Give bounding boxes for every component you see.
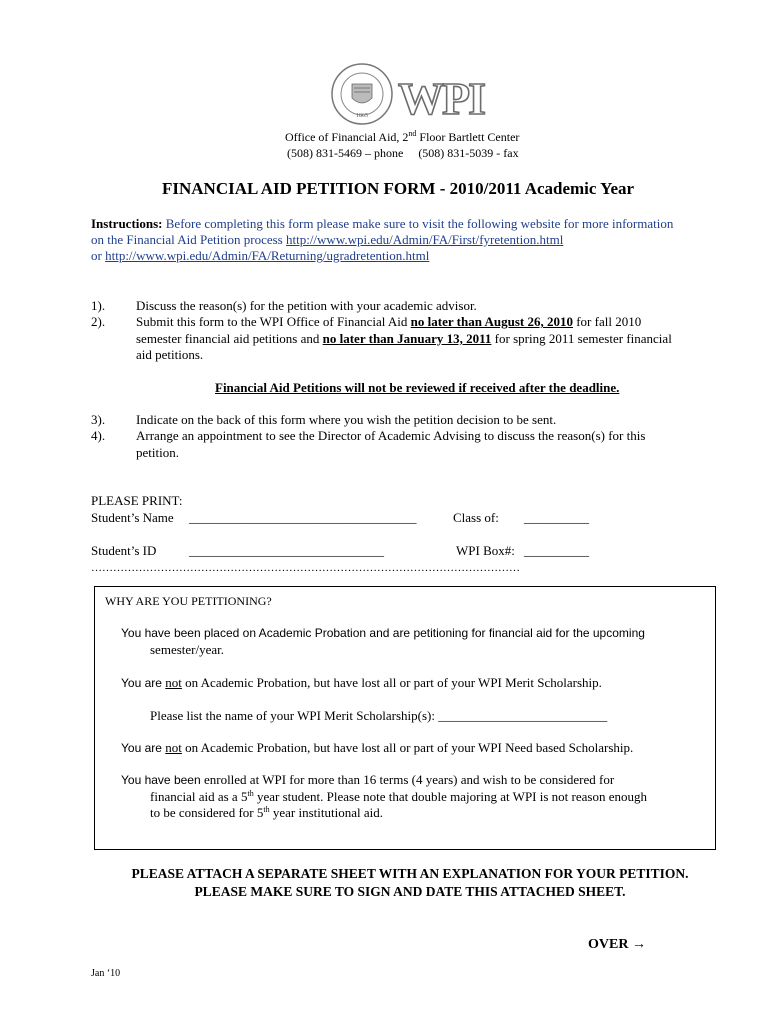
student-name-label: Student’s Name — [91, 510, 174, 525]
option-lost-merit-not: not — [165, 675, 182, 690]
step-2-line-3: aid petitions. — [136, 347, 204, 362]
option-lost-merit-a: You are — [121, 676, 166, 690]
student-id-label: Student’s ID — [91, 543, 157, 558]
fifth-year-text-c1: financial aid as a 5 — [150, 789, 248, 804]
step-2-line-2 — [136, 331, 672, 348]
deadline-warning-text: Financial Aid Petitions will not be reviewed if received after the deadline. — [215, 380, 620, 395]
phone-fax: (508) 831-5469 – phone (508) 831-5039 - fax — [287, 146, 519, 160]
first-year-retention-link[interactable]: http://www.wpi.edu/Admin/FA/First/fyretention.html — [285, 232, 564, 247]
instructions-label: Instructions: — [91, 216, 163, 231]
seal-year: 1865 — [356, 113, 368, 119]
option-lost-merit[interactable] — [121, 675, 602, 692]
deadline-warning — [215, 380, 619, 397]
instructions-line-2 — [91, 232, 563, 249]
instructions-line-3 — [91, 248, 429, 265]
step-4-line-2: petition. — [136, 445, 179, 460]
step-2-text-d: semester financial aid petitions and — [136, 331, 323, 346]
step-2-text-f: for spring 2011 semester financial — [491, 331, 672, 346]
step-3-number: 3). — [91, 412, 106, 427]
over-indicator: OVER → — [588, 937, 646, 952]
separator-dots: ……………………………………………………………………………………………………… — [91, 562, 520, 574]
option-lost-need-b: on Academic Probation, but have lost all or part of your WPI Need based Scholarship. — [181, 740, 634, 755]
option-academic-probation-line-2: semester/year. — [150, 642, 224, 657]
office-sup: nd — [408, 129, 417, 138]
option-lost-need-a: You are — [121, 741, 166, 755]
fifth-year-text-c2: year student. Please note that double majoring at WPI is not reason enough — [253, 789, 647, 804]
option-academic-probation[interactable]: You have been placed on Academic Probation and are petitioning for financial aid for the upcoming — [121, 626, 645, 640]
wpi-box-label: WPI Box#: — [456, 543, 515, 558]
option-fifth-year-a: You have been — [121, 773, 204, 787]
wpi-logo — [330, 62, 490, 126]
class-of-label: Class of: — [453, 510, 499, 525]
spring-deadline: no later than January 13, 2011 — [322, 331, 492, 346]
step-2-text-c: for fall 2010 — [572, 314, 642, 329]
fifth-year-sup-1: th — [247, 789, 254, 798]
option-fifth-year-line-2 — [150, 789, 647, 806]
fifth-year-text-d2: year institutional aid. — [269, 805, 383, 820]
student-name-field[interactable]: ___________________________________ — [189, 510, 417, 525]
wpi-seal — [332, 64, 392, 124]
step-1-number: 1). — [91, 298, 106, 313]
option-fifth-year-b: enrolled at WPI for more than 16 terms (4 years) and wish to be considered for — [203, 772, 615, 787]
petition-heading: WHY ARE YOU PETITIONING? — [105, 594, 272, 608]
fifth-year-text-d1: to be considered for 5 — [150, 805, 264, 820]
instructions-line-1 — [91, 216, 673, 233]
step-3-text: Indicate on the back of this form where you wish the petition decision to be sent. — [136, 412, 557, 427]
attach-notice-2: PLEASE MAKE SURE TO SIGN AND DATE THIS ATTACHED SHEET. — [194, 884, 626, 899]
instructions-line-3-text: or — [91, 248, 106, 263]
step-2-text-a: Submit this form to the WPI Office of Financial Aid — [136, 314, 411, 329]
option-fifth-year-line-3 — [150, 805, 383, 822]
student-id-field[interactable]: ______________________________ — [189, 543, 384, 558]
class-of-field[interactable]: __________ — [524, 510, 589, 525]
step-2-line-1 — [136, 314, 641, 331]
option-lost-need-based[interactable] — [121, 740, 633, 757]
office-prefix: Office of Financial Aid, 2 — [285, 130, 409, 144]
step-4-line-1: Arrange an appointment to see the Director of Academic Advising to discuss the reason(s) for this — [136, 428, 646, 443]
step-4-number: 4). — [91, 428, 106, 443]
page-title: FINANCIAL AID PETITION FORM - 2010/2011 Academic Year — [162, 179, 635, 198]
please-print-label: PLEASE PRINT: — [91, 493, 183, 508]
wpi-box-field[interactable]: __________ — [524, 543, 589, 558]
attach-notice-1: PLEASE ATTACH A SEPARATE SHEET WITH AN EXPLANATION FOR YOUR PETITION. — [131, 866, 689, 881]
fifth-year-sup-2: th — [263, 805, 270, 814]
step-1-text: Discuss the reason(s) for the petition with your academic advisor. — [136, 298, 477, 313]
office-suffix: Floor Bartlett Center — [416, 130, 520, 144]
option-fifth-year[interactable] — [121, 772, 614, 789]
revision-date: Jan ‘10 — [91, 968, 121, 979]
fall-deadline: no later than August 26, 2010 — [410, 314, 573, 329]
option-lost-need-not: not — [165, 740, 182, 755]
instructions-text: Before completing this form please make sure to visit the following website for more information — [162, 216, 674, 231]
step-2-number: 2). — [91, 314, 106, 329]
wpi-wordmark: WPI — [398, 73, 484, 124]
instructions-line-2-text: on the Financial Aid Petition process — [91, 232, 286, 247]
option-lost-merit-b: on Academic Probation, but have lost all or part of your WPI Merit Scholarship. — [181, 675, 602, 690]
merit-scholarship-name-field[interactable]: Please list the name of your WPI Merit Scholarship(s): __________________________ — [150, 708, 608, 723]
returning-retention-link[interactable]: http://www.wpi.edu/Admin/FA/Returning/ugradretention.html — [105, 248, 430, 263]
office-address — [285, 129, 519, 146]
